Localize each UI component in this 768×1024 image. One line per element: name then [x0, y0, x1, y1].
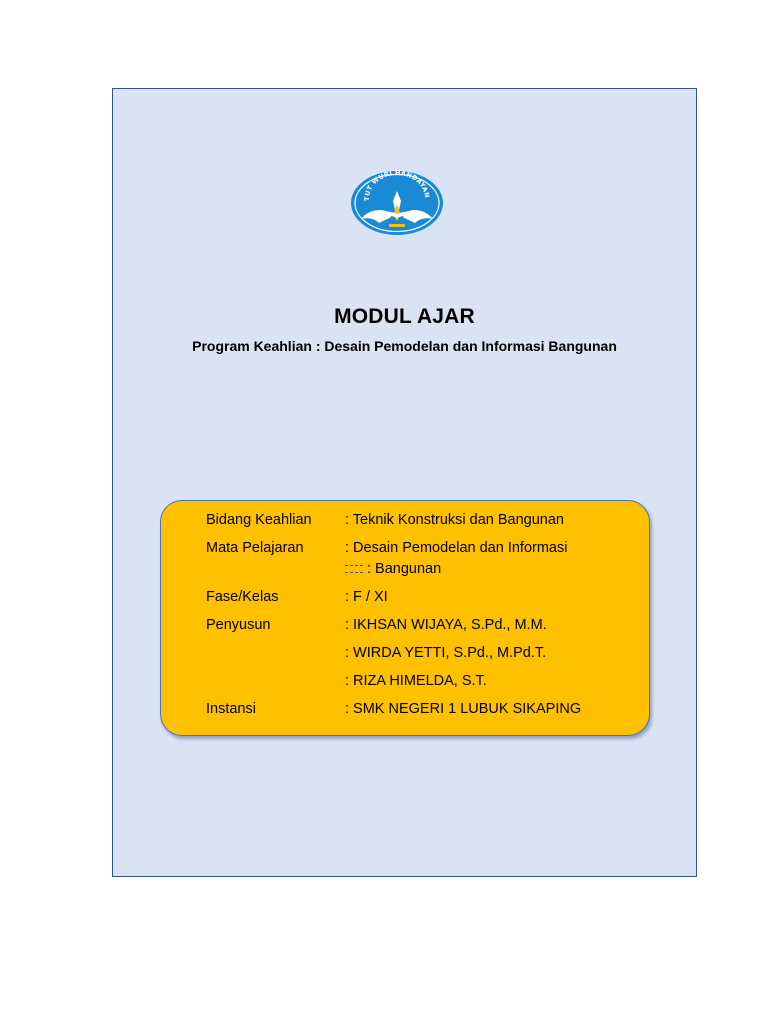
cover-page — [112, 88, 697, 877]
document-title: MODUL AJAR — [334, 305, 475, 328]
info-row-bidang-keahlian — [206, 512, 564, 528]
info-value: : SMK NEGERI 1 LUBUK SIKAPING — [345, 701, 582, 717]
info-row-fase-kelas — [206, 589, 388, 605]
info-value: : Desain Pemodelan dan Informasi — [345, 540, 568, 556]
info-label: Penyusun — [206, 617, 271, 633]
info-value: : IKHSAN WIJAYA, S.Pd., M.M. — [345, 617, 547, 633]
info-row-penyusun-3 — [206, 673, 487, 689]
info-value: : RIZA HIMELDA, S.T. — [345, 673, 487, 689]
info-row-penyusun-2 — [206, 645, 546, 661]
info-value: : WIRDA YETTI, S.Pd., M.Pd.T. — [345, 645, 547, 661]
info-box — [160, 500, 650, 736]
info-value-continuation: : Bangunan — [367, 561, 442, 577]
info-label: Instansi — [206, 701, 256, 717]
info-value: : F / XI — [345, 589, 388, 605]
info-row-penyusun — [206, 617, 547, 633]
info-label: Fase/Kelas — [206, 589, 279, 605]
logo-text: TUT WURI HANDAYAN — [362, 168, 432, 202]
info-row-mata-pelajaran-continuation — [345, 561, 441, 577]
tut-wuri-handayani-logo-icon — [349, 167, 445, 237]
line-break-mark-icon — [345, 565, 363, 573]
info-label: Mata Pelajaran — [206, 540, 304, 556]
document-subtitle: Program Keahlian : Desain Pemodelan dan Informasi Bangunan — [192, 338, 617, 354]
info-row-mata-pelajaran — [206, 540, 567, 556]
info-value: : Teknik Konstruksi dan Bangunan — [345, 512, 564, 528]
info-label: Bidang Keahlian — [206, 512, 312, 528]
info-row-instansi — [206, 701, 581, 717]
